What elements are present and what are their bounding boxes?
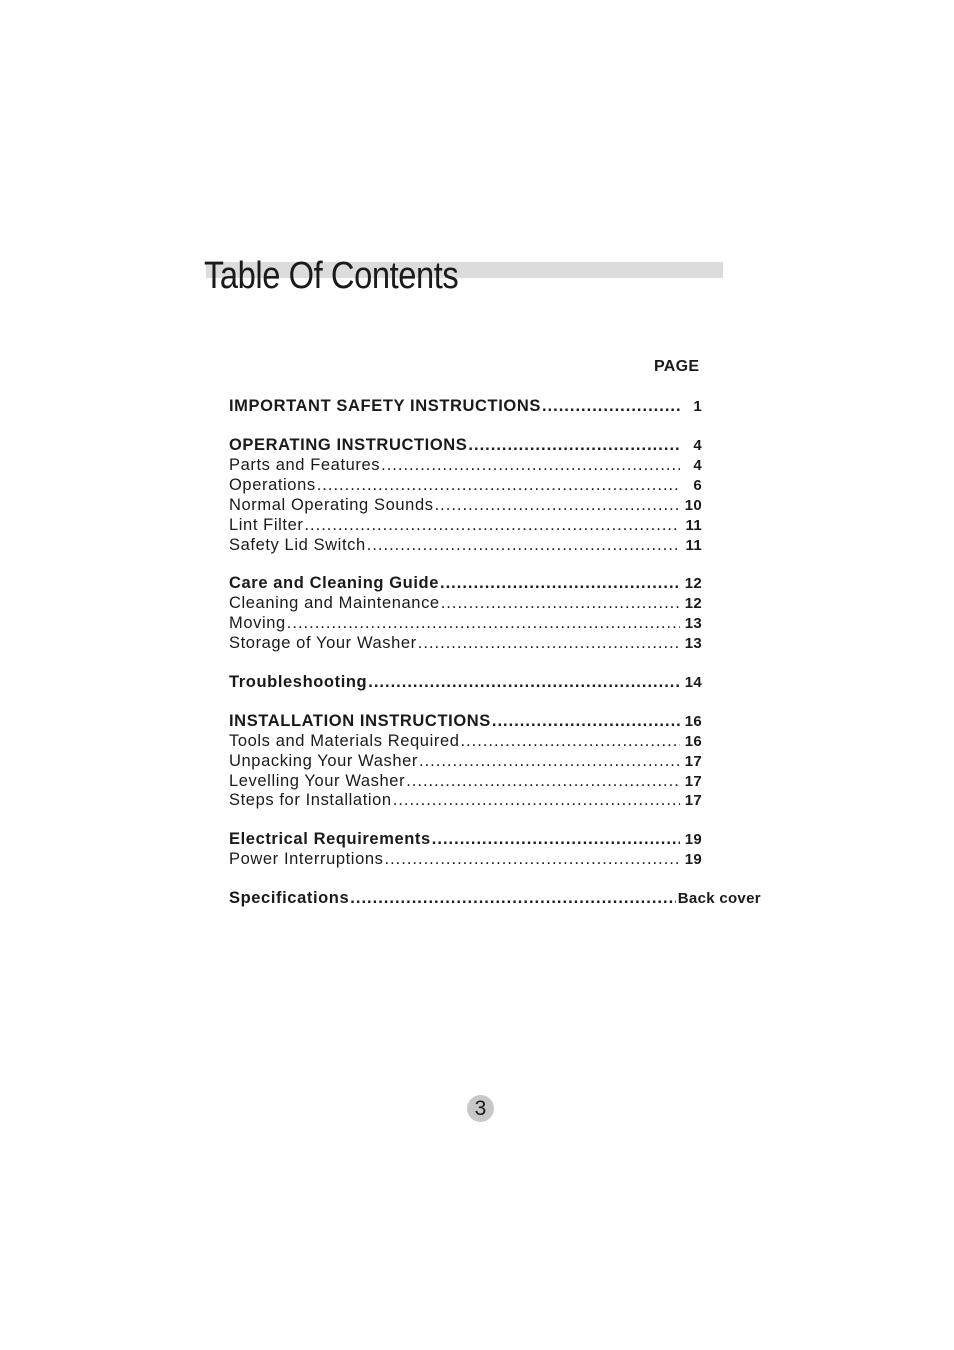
toc-entry-page: 17 bbox=[684, 773, 702, 790]
toc-entry-label: Moving bbox=[229, 614, 286, 632]
toc-entry-label: Cleaning and Maintenance bbox=[229, 594, 440, 612]
toc-leader-dots bbox=[317, 475, 680, 495]
toc-entry-operations[interactable] bbox=[229, 475, 702, 495]
toc-entry-care-cleaning[interactable] bbox=[229, 573, 702, 593]
toc-entry-page: 1 bbox=[693, 398, 702, 415]
toc-entry-page: 14 bbox=[684, 674, 702, 691]
toc-entry-label: Troubleshooting bbox=[229, 673, 368, 691]
toc-entry-levelling[interactable] bbox=[229, 771, 702, 791]
toc-entry-safety-lid[interactable] bbox=[229, 535, 702, 555]
toc-entry-page: 19 bbox=[684, 831, 702, 848]
toc-leader-dots bbox=[418, 633, 680, 653]
toc-entry-label: Levelling Your Washer bbox=[229, 772, 406, 790]
toc-entry-safety[interactable] bbox=[229, 396, 702, 416]
toc-entry-page: 19 bbox=[684, 851, 702, 868]
toc-entry-installation-steps[interactable] bbox=[229, 790, 702, 810]
toc-entry-cleaning-maintenance[interactable] bbox=[229, 593, 702, 613]
toc-entry-page: 16 bbox=[684, 733, 702, 750]
toc-leader-dots bbox=[304, 515, 680, 535]
toc-entry-operating-sounds[interactable] bbox=[229, 495, 702, 515]
toc-entry-tools-materials[interactable] bbox=[229, 731, 702, 751]
toc-leader-dots bbox=[468, 435, 680, 455]
toc-entry-label: OPERATING INSTRUCTIONS bbox=[229, 436, 468, 454]
toc-entry-specifications[interactable] bbox=[229, 888, 761, 908]
toc-entry-label: Tools and Materials Required bbox=[229, 732, 460, 750]
toc-entry-label: Specifications bbox=[229, 889, 350, 907]
toc-entry-troubleshooting[interactable] bbox=[229, 672, 702, 692]
toc-leader-dots bbox=[432, 829, 680, 849]
toc-leader-dots bbox=[441, 593, 680, 613]
toc-entry-page: 11 bbox=[685, 537, 702, 554]
page-number-badge: 3 bbox=[467, 1095, 494, 1122]
toc-entry-storage[interactable] bbox=[229, 633, 702, 653]
toc-entry-page: 10 bbox=[684, 497, 702, 514]
toc-entry-page: 6 bbox=[693, 477, 702, 494]
toc-entry-label: Storage of Your Washer bbox=[229, 634, 417, 652]
page-column-header: PAGE bbox=[654, 358, 700, 375]
toc-entry-page: 12 bbox=[684, 575, 702, 592]
toc-entry-label: Unpacking Your Washer bbox=[229, 752, 419, 770]
toc-leader-dots bbox=[384, 849, 680, 869]
toc-leader-dots bbox=[440, 573, 680, 593]
toc-leader-dots bbox=[419, 751, 680, 771]
toc-entry-page: 16 bbox=[684, 713, 702, 730]
toc-leader-dots bbox=[367, 535, 680, 555]
page-title: Table Of Contents bbox=[204, 255, 459, 297]
toc-entry-label: Electrical Requirements bbox=[229, 830, 431, 848]
toc-entry-label: Steps for Installation bbox=[229, 791, 392, 809]
toc-entry-page: 17 bbox=[684, 753, 702, 770]
toc-entry-unpacking[interactable] bbox=[229, 751, 702, 771]
toc-entry-label: Care and Cleaning Guide bbox=[229, 574, 440, 592]
toc-entry-installation[interactable] bbox=[229, 711, 702, 731]
toc-entry-label: Safety Lid Switch bbox=[229, 536, 366, 554]
toc-leader-dots bbox=[350, 888, 676, 908]
toc-entry-page: 11 bbox=[685, 517, 702, 534]
toc-entry-electrical[interactable] bbox=[229, 829, 702, 849]
toc-entry-label: Power Interruptions bbox=[229, 850, 384, 868]
toc-entry-label: Normal Operating Sounds bbox=[229, 496, 434, 514]
toc-entry-page: 13 bbox=[684, 615, 702, 632]
toc-entry-label: INSTALLATION INSTRUCTIONS bbox=[229, 712, 491, 730]
toc-entry-lint-filter[interactable] bbox=[229, 515, 702, 535]
toc-leader-dots bbox=[287, 613, 680, 633]
toc-leader-dots bbox=[381, 455, 680, 475]
toc-entry-label: Lint Filter bbox=[229, 516, 304, 534]
toc-leader-dots bbox=[406, 771, 680, 791]
toc-entry-power-interruptions[interactable] bbox=[229, 849, 702, 869]
toc-leader-dots bbox=[492, 711, 680, 731]
toc-leader-dots bbox=[393, 790, 680, 810]
toc-entry-page: 17 bbox=[684, 792, 702, 809]
toc-entry-label: IMPORTANT SAFETY INSTRUCTIONS bbox=[229, 397, 541, 415]
toc-entry-page: 4 bbox=[693, 457, 702, 474]
toc-leader-dots bbox=[542, 396, 680, 416]
toc-entry-parts-features[interactable] bbox=[229, 455, 702, 475]
toc-entry-label: Operations bbox=[229, 476, 316, 494]
toc-leader-dots bbox=[435, 495, 680, 515]
toc-entry-page: 13 bbox=[684, 635, 702, 652]
toc-entry-page: Back cover bbox=[677, 890, 761, 907]
toc-entry-page: 12 bbox=[684, 595, 702, 612]
toc-entry-label: Parts and Features bbox=[229, 456, 381, 474]
toc-entry-operating[interactable] bbox=[229, 435, 702, 455]
toc-entry-page: 4 bbox=[693, 437, 702, 454]
toc-leader-dots bbox=[461, 731, 681, 751]
toc-entry-moving[interactable] bbox=[229, 613, 702, 633]
toc-leader-dots bbox=[368, 672, 680, 692]
